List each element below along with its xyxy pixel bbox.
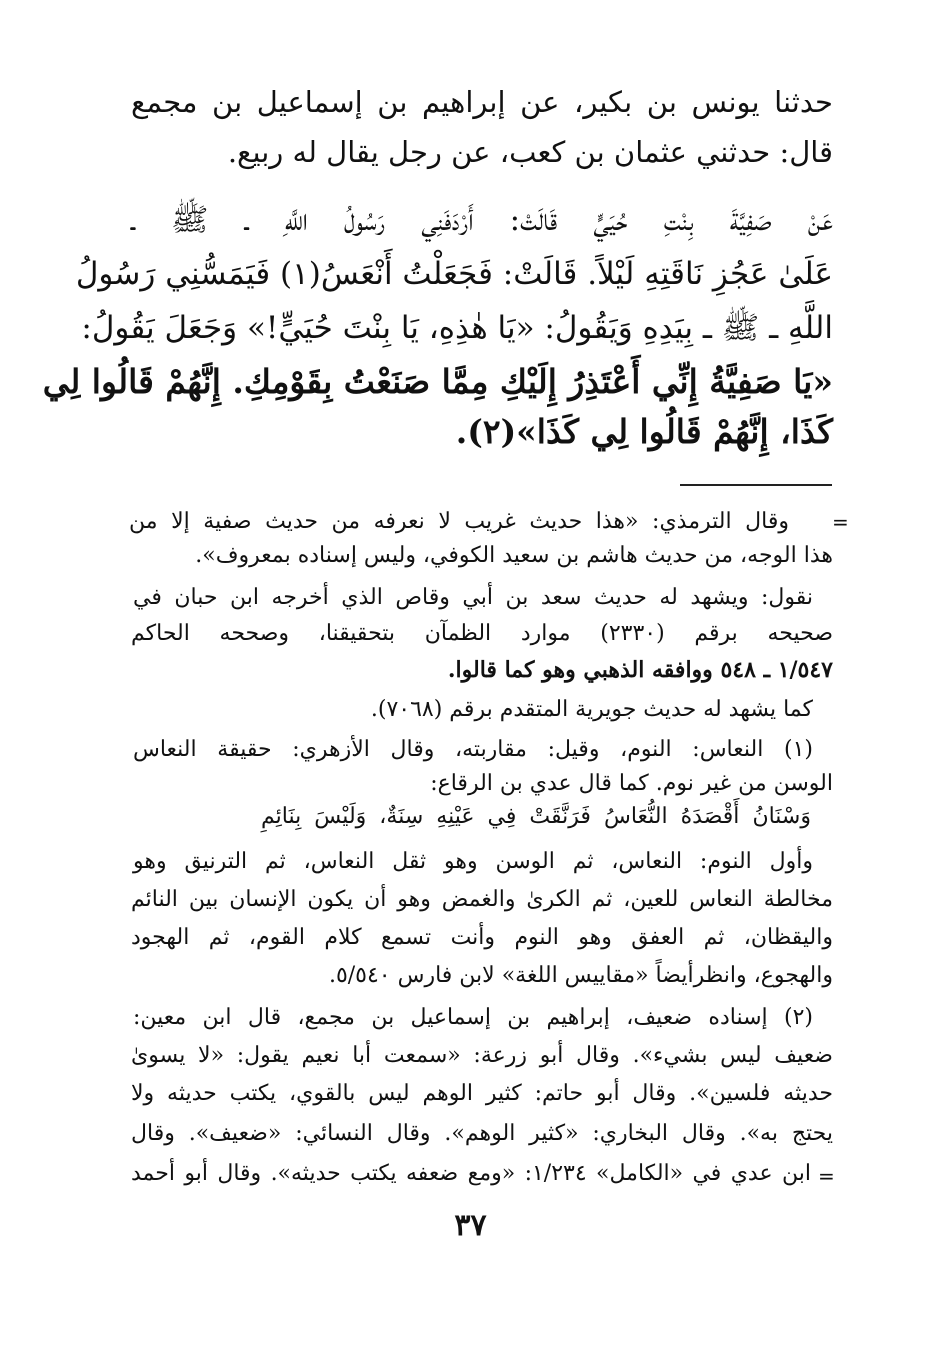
footnote-line-14: ضعيف ليس بشيء». وقال أبو زرعة: «سمعت أبا نعيم يقول: «لا يسوىٰ [131, 1043, 833, 1068]
footnote-line-4: صحيحه برقم (٢٣٣٠) موارد الظمآن بتحقيقنا، وصححه الحاكم [131, 621, 834, 646]
footnote-line-10: مخالطة النعاس للعين، ثم الكرىٰ والغمض وهو أن يكون الإنسان بين النائم [131, 887, 833, 912]
footnote-line-13: (٢) إسناده ضعيف، إبراهيم بن إسماعيل بن مجمع، قال ابن معين: [133, 1005, 813, 1030]
footnote-line-7: (١) النعاس: النوم، وقيل: مقاربته، وقال الأزهري: حقيقة النعاس [133, 737, 813, 762]
footnote-line-2: هذا الوجه، من حديث هاشم بن سعيد الكوفي، وليس إسناده بمعروف». [195, 543, 833, 568]
footnote-line-16: يحتج به». وقال البخاري: «كثير الوهم». وقال النسائي: «ضعيف». وقال [131, 1121, 833, 1146]
footnote-line-3: نقول: ويشهد له حديث سعد بن أبي وقاص الذي أخرجه ابن حبان في [133, 585, 813, 610]
continuation-mark-bottom: = [818, 1164, 835, 1188]
continuation-mark-top: = [832, 510, 849, 534]
footnote-line-17: ابن عدي في «الكامل» ١/٢٣٤: «ومع ضعفه يكتب حديثه». وقال أبو أحمد [131, 1161, 811, 1186]
poem-verse: وَسْنَانُ أَقْصَدَهُ النُّعَاسُ فَرَنَّقَتْ فِي عَيْنِهِ سِنَةٌ، وَلَيْسَ بِنَائِمِ [261, 804, 811, 829]
footnote-separator [680, 484, 832, 486]
hadith-line-2: عَلَىٰ عَجُزِ نَاقَتِهِ لَيْلاً. قَالَتْ: فَجَعَلْتُ أَنْعَسُ(١) فَيَمَسُّنِي رَسُولُ [75, 256, 833, 292]
footnote-line-5: ١/٥٤٧ ـ ٥٤٨ ووافقه الذهبي وهو كما قالوا. [447, 657, 833, 683]
isnad-line-1: حدثنا يونس بن بكير، عن إبراهيم بن إسماعيل بن مجمع [131, 85, 833, 119]
hadith-line-1: عَنْ صَفِيَّةَ بِنْتِ حُيَيٍّ قَالَتْ: أَرْدَفَنِي رَسُولُ اللَّهِ ـ ﷺ ـ [131, 202, 833, 238]
hadith-line-4: «يَا صَفِيَّةُ إِنِّي أَعْتَذِرُ إِلَيْكِ مِمَّا صَنَعْتُ بِقَوْمِكِ. إِنَّهُمْ قَالُوا لِي [42, 362, 833, 401]
isnad-line-2: قال: حدثني عثمان بن كعب، عن رجل يقال له ربيع. [227, 135, 833, 169]
footnote-line-1: وقال الترمذي: «هذا حديث غريب لا نعرفه من حديث صفية إلا من [129, 509, 789, 534]
footnote-line-12: والهجوع، وانظرأيضاً «مقاييس اللغة» لابن فارس ٥/٥٤٠. [328, 963, 833, 988]
page-number: ٣٧ [454, 1208, 487, 1243]
footnote-line-15: حديثه فلسين». وقال أبو حاتم: كثير الوهم ليس بالقوي، يكتب حديثه ولا [131, 1081, 833, 1106]
footnote-line-6: كما يشهد له حديث جويرية المتقدم برقم (٧٠٦٨). [370, 697, 813, 722]
footnote-line-8: الوسن من غير نوم. كما قال عدي بن الرقاع: [430, 771, 833, 796]
footnote-line-9: وأول النوم: النعاس، ثم الوسن وهو ثقل النعاس، ثم الترنيق وهو [133, 849, 813, 874]
footnote-line-11: واليقظان، ثم العفق وهو النوم وأنت تسمع كلام القوم، ثم الهجود [131, 925, 833, 950]
hadith-line-3: اللَّهِ ـ ﷺ ـ بِيَدِهِ وَيَقُولُ: «يَا هٰذِهِ، يَا بِنْتَ حُيَيٍّ!» وَجَعَلَ يَقُولُ: [81, 310, 833, 346]
hadith-line-5: كَذَا، إِنَّهُمْ قَالُوا لِي كَذَا»(٢). [455, 412, 833, 451]
